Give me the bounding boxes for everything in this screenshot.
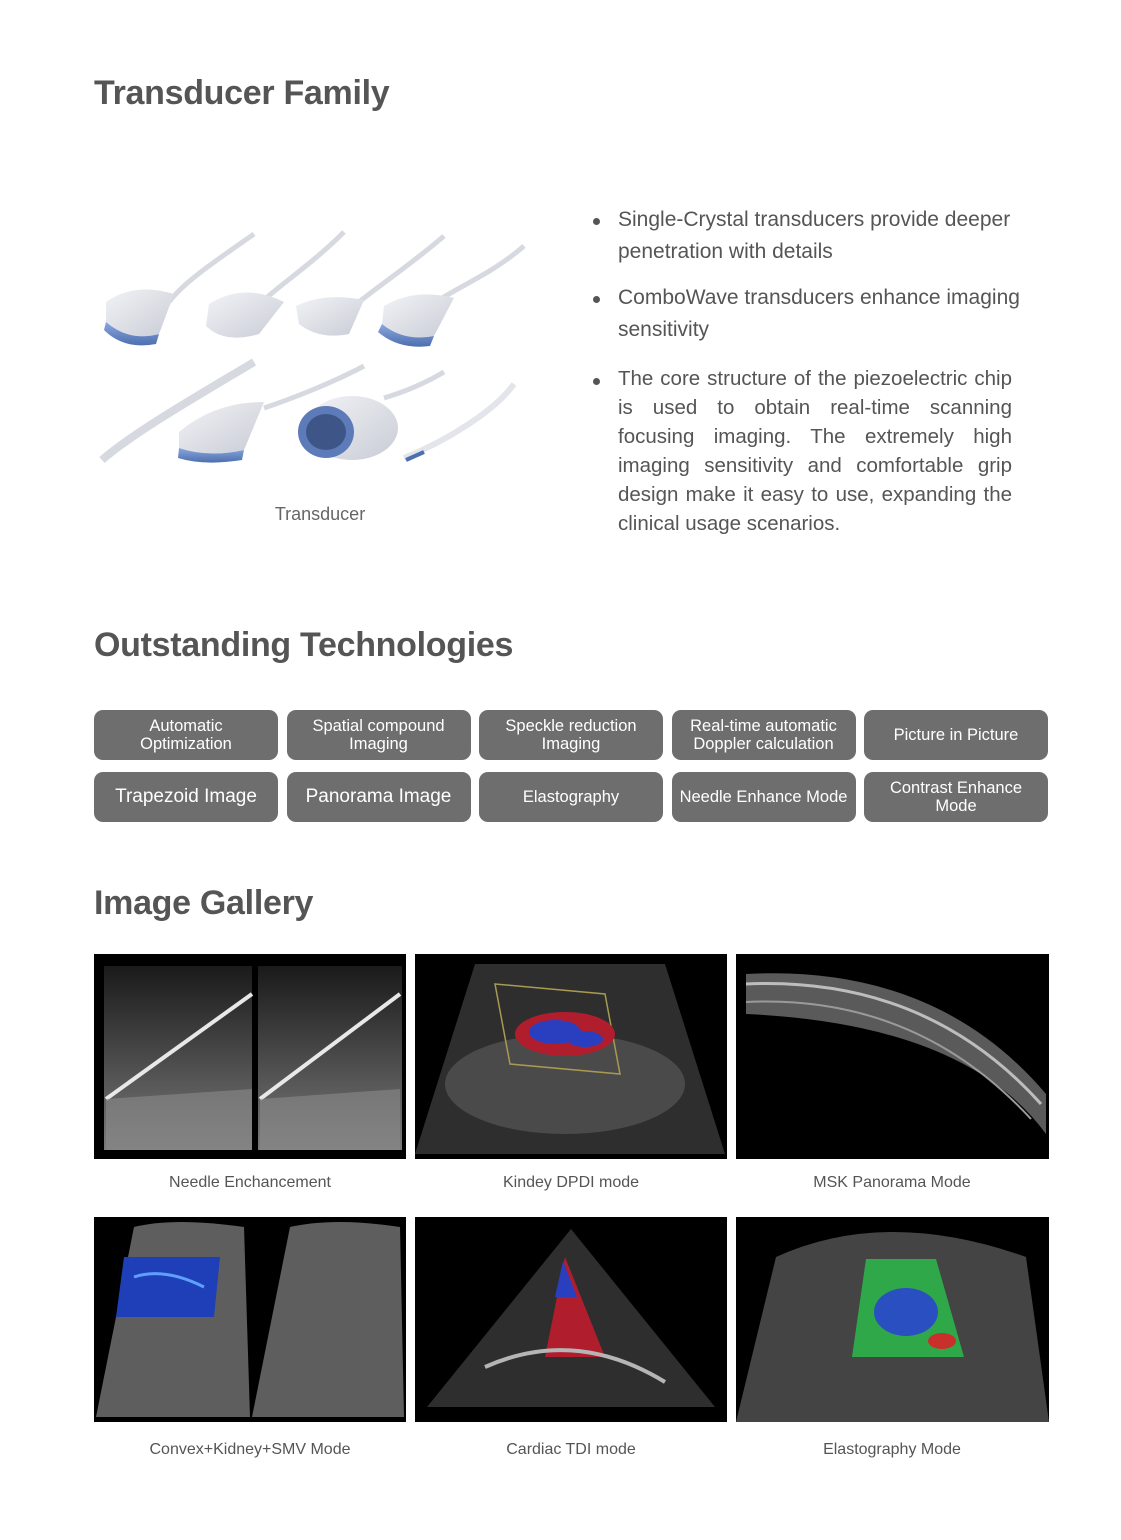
tech-contrast-enhance: Contrast Enhance Mode	[864, 772, 1048, 822]
caption-msk-panorama: MSK Panorama Mode	[813, 1174, 971, 1191]
outstanding-technologies-title: Outstanding Technologies	[94, 626, 514, 664]
bullet-core-structure: The core structure of the piezoelectric chip is used to obtain real-time scanning focusing imaging. The extremely high imaging sensitivity and comfortable grip design make it easy to use, expanding the clinical usage scenarios.	[590, 364, 1012, 538]
transducer-photo	[94, 222, 534, 472]
caption-needle: Needle Enchancement	[169, 1174, 331, 1191]
ultrasound-kidney-dpdi-image	[415, 954, 727, 1159]
tech-needle-enhance: Needle Enhance Mode	[672, 772, 856, 822]
tech-automatic-optimization: Automatic Optimization	[94, 710, 278, 760]
transducer-bullet-list	[590, 200, 1020, 538]
tech-panorama-image: Panorama Image	[287, 772, 471, 822]
ultrasound-convex-kidney-image	[94, 1217, 406, 1422]
tech-spatial-compound: Spatial compound Imaging	[287, 710, 471, 760]
tech-elastography: Elastography	[479, 772, 663, 822]
tech-doppler-calculation: Real-time automatic Doppler calculation	[672, 710, 856, 760]
ultrasound-elastography-image	[736, 1217, 1049, 1422]
ultrasound-cardiac-tdi-image	[415, 1217, 727, 1422]
tech-speckle-reduction: Speckle reduction Imaging	[479, 710, 663, 760]
caption-cardiac-tdi: Cardiac TDI mode	[506, 1441, 636, 1458]
caption-elastography: Elastography Mode	[823, 1441, 961, 1458]
gallery-row-1	[94, 954, 1049, 1159]
gallery-row-2	[94, 1217, 1049, 1422]
ultrasound-msk-panorama-image	[736, 954, 1049, 1159]
transducer-family-title: Transducer Family	[94, 74, 390, 112]
tech-picture-in-picture: Picture in Picture	[864, 710, 1048, 760]
ultrasound-needle-image	[94, 954, 406, 1159]
technology-grid	[94, 710, 1048, 822]
transducer-caption: Transducer	[274, 504, 366, 524]
image-gallery-title: Image Gallery	[94, 884, 314, 922]
caption-convex-kidney: Convex+Kidney+SMV Mode	[149, 1441, 351, 1458]
bullet-combowave: ComboWave transducers enhance imaging sensitivity	[590, 282, 1020, 346]
tech-trapezoid-image: Trapezoid Image	[94, 772, 278, 822]
caption-kidney-dpdi: Kindey DPDI mode	[502, 1174, 640, 1191]
bullet-single-crystal: Single-Crystal transducers provide deeper penetration with details	[590, 204, 1020, 268]
